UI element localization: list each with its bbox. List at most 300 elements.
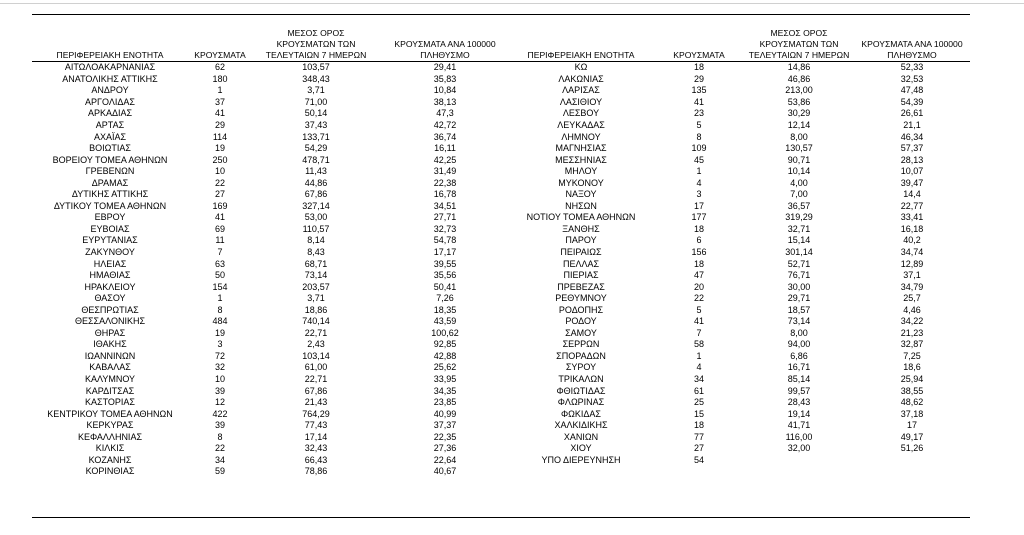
cell-avg7: 103,57 (302, 62, 330, 73)
cell-cases: 109 (691, 143, 707, 154)
cell-avg7: 3,71 (307, 293, 325, 304)
cell-per100k: 38,13 (433, 96, 457, 107)
cell-cases: 8 (217, 431, 223, 442)
table-row (508, 108, 970, 120)
cell-cases: 34 (214, 454, 225, 465)
column-header-region: ΠΕΡΙΦΕΡΕΙΑΚΗ ΕΝΟΤΗΤΑ (508, 15, 654, 62)
cell-per100k: 27,36 (433, 443, 457, 454)
table-row (508, 339, 970, 351)
table-row (508, 397, 970, 409)
cell-region: ΦΘΙΩΤΙΔΑΣ (556, 385, 606, 396)
cell-per100k: 14,4 (903, 189, 921, 200)
cell-avg7 (744, 455, 854, 467)
cell-avg7: 14,86 (787, 62, 811, 73)
table-row (508, 177, 970, 189)
cell-cases: 250 (212, 154, 228, 165)
table-row (508, 420, 970, 432)
cell-per100k (854, 455, 970, 467)
cell-region: ΔΥΤΙΚΗΣ ΑΤΤΙΚΗΣ (71, 189, 149, 200)
table-row (508, 154, 970, 166)
table-row (508, 258, 970, 270)
cell-region: ΘΕΣΣΑΛΟΝΙΚΗΣ (74, 316, 146, 327)
table-row (508, 362, 970, 374)
cell-cases: 25 (693, 397, 704, 408)
cell-avg7: 130,57 (785, 143, 813, 154)
table-row (508, 385, 970, 397)
cell-avg7: 94,00 (787, 339, 811, 350)
cell-per100k: 40,99 (433, 408, 457, 419)
cell-region: ΠΕΛΛΑΣ (562, 258, 600, 269)
cell-cases: 41 (214, 212, 225, 223)
cell-avg7: 73,14 (787, 316, 811, 327)
table-row (32, 339, 510, 351)
cell-per100k: 39,55 (433, 258, 457, 269)
cell-per100k: 34,74 (900, 247, 924, 258)
cell-per100k: 7,26 (436, 293, 454, 304)
cell-region: ΛΕΥΚΑΔΑΣ (557, 120, 605, 130)
cell-region: ΜΗΛΟΥ (564, 166, 598, 177)
cell-region: ΛΑΡΙΣΑΣ (562, 85, 600, 96)
cell-cases: 41 (693, 96, 704, 107)
cell-region: ΖΑΚΥΝΘΟΥ (85, 247, 135, 258)
table-row (508, 224, 970, 236)
cell-cases: 1 (217, 293, 223, 304)
cell-per100k: 21,1 (903, 120, 921, 130)
cell-cases: 27 (214, 189, 225, 200)
cell-avg7: 8,43 (307, 247, 325, 258)
cell-region: ΓΡΕΒΕΝΩΝ (85, 166, 135, 177)
cell-cases: 135 (691, 85, 707, 96)
top-rule (0, 3, 1024, 4)
cell-cases: 11 (215, 235, 225, 246)
cell-cases: 1 (217, 85, 223, 96)
cell-per100k: 25,7 (903, 293, 921, 304)
cell-per100k: 37,18 (900, 408, 924, 419)
cell-region: ΝΑΞΟΥ (565, 189, 597, 200)
table-header-row (32, 15, 510, 62)
cell-cases: 18 (693, 420, 704, 431)
cell-per100k: 37,37 (433, 420, 457, 431)
cell-per100k: 100,62 (431, 327, 459, 338)
table-row (508, 62, 970, 74)
table-row (32, 85, 510, 97)
cell-cases: 10 (214, 166, 225, 177)
cell-per100k: 29,41 (433, 62, 457, 73)
cell-cases: 29 (693, 73, 704, 84)
table-row (508, 97, 970, 109)
table-row (508, 201, 970, 213)
cell-per100k: 38,55 (900, 385, 924, 396)
cell-avg7: 213,00 (785, 85, 813, 96)
cell-per100k: 52,33 (900, 62, 924, 73)
cell-per100k: 54,39 (900, 96, 924, 107)
cell-region: ΣΥΡΟΥ (565, 362, 597, 373)
cell-region: ΚΕΝΤΡΙΚΟΥ ΤΟΜΕΑ ΑΘΗΝΩΝ (47, 408, 173, 419)
column-header-cases: ΚΡΟΥΣΜΑΤΑ (654, 15, 744, 62)
cell-per100k: 27,71 (433, 212, 457, 223)
cell-avg7: 319,29 (785, 212, 813, 223)
cell-region: ΠΙΕΡΙΑΣ (563, 270, 599, 281)
cell-per100k: 34,22 (900, 316, 924, 327)
cell-avg7: 30,29 (787, 108, 811, 119)
cell-region: ΥΠΟ ΔΙΕΡΕΥΝΗΣΗ (541, 454, 621, 465)
cell-avg7: 16,71 (787, 362, 811, 373)
table-row (32, 351, 510, 363)
cell-avg7: 32,71 (787, 223, 811, 234)
table-row (508, 247, 970, 259)
cell-region: ΝΗΣΩΝ (565, 200, 597, 211)
cell-region: ΣΕΡΡΩΝ (562, 339, 600, 350)
table-row (32, 408, 510, 420)
cell-per100k: 32,53 (900, 73, 924, 84)
cell-cases: 77 (693, 431, 704, 442)
table-row (32, 108, 510, 120)
column-header-per100k: ΚΡΟΥΣΜΑΤΑ ΑΝΑ 100000 ΠΛΗΘΥΣΜΟ (854, 15, 970, 62)
table-row (508, 281, 970, 293)
cell-region: ΑΝΑΤΟΛΙΚΗΣ ΑΤΤΙΚΗΣ (62, 73, 158, 84)
column-header-per100k: ΚΡΟΥΣΜΑΤΑ ΑΝΑ 100000 ΠΛΗΘΥΣΜΟ (380, 15, 510, 62)
cell-avg7: 29,71 (787, 293, 811, 304)
cell-per100k: 16,11 (434, 143, 456, 154)
cell-avg7: 53,86 (787, 96, 811, 107)
cell-region: ΑΧΑΪΑΣ (93, 131, 127, 142)
cell-cases: 41 (214, 108, 225, 119)
cell-avg7: 8,00 (790, 327, 808, 338)
cell-per100k: 25,94 (900, 374, 924, 385)
cell-per100k: 22,77 (900, 200, 924, 211)
table-body-right (508, 62, 970, 478)
table-row (32, 397, 510, 409)
cell-region: ΠΑΡΟΥ (565, 235, 597, 246)
cell-cases: 29 (214, 120, 225, 130)
cell-avg7: 22,71 (304, 327, 328, 338)
cell-per100k: 54,78 (433, 235, 457, 246)
cell-per100k: 49,17 (900, 431, 924, 442)
cell-cases: 45 (693, 154, 704, 165)
cell-per100k: 4,46 (903, 304, 921, 315)
cell-avg7: 19,14 (787, 408, 811, 419)
cell-region: ΕΒΡΟΥ (94, 212, 126, 223)
cell-cases: 18 (693, 223, 704, 234)
bottom-rule (32, 517, 970, 518)
cell-per100k: 17,17 (433, 247, 457, 258)
cell-avg7 (744, 466, 854, 478)
cell-region: ΜΑΓΝΗΣΙΑΣ (555, 143, 607, 154)
cell-per100k: 26,61 (900, 108, 924, 119)
column-header-cases: ΚΡΟΥΣΜΑΤΑ (188, 15, 252, 62)
cell-per100k: 51,26 (900, 443, 924, 454)
cases-table-right (508, 15, 970, 478)
cell-region: ΑΡΤΑΣ (95, 120, 125, 130)
cell-avg7: 18,57 (787, 304, 811, 315)
cell-avg7: 8,14 (307, 235, 325, 246)
cell-per100k: 40,67 (433, 466, 457, 477)
cell-avg7: 3,71 (307, 85, 325, 96)
cell-avg7: 15,14 (787, 235, 811, 246)
cell-cases: 63 (214, 258, 225, 269)
cell-avg7: 32,00 (787, 443, 811, 454)
cell-region: ΒΟΙΩΤΙΑΣ (89, 143, 131, 154)
table-row (508, 443, 970, 455)
cell-per100k: 10,07 (900, 166, 924, 177)
cell-avg7: 12,14 (787, 120, 811, 130)
table-body-left (32, 62, 510, 478)
cell-cases: 22 (693, 293, 704, 304)
cell-per100k: 22,38 (433, 177, 457, 188)
table-row (32, 281, 510, 293)
table-row (32, 131, 510, 143)
cell-avg7: 4,00 (790, 177, 808, 188)
table-row (508, 166, 970, 178)
cell-per100k: 34,51 (433, 200, 457, 211)
cell-per100k: 37,1 (903, 270, 921, 281)
cell-region: ΚΩ (574, 62, 588, 73)
cell-avg7: 116,00 (785, 431, 813, 442)
cell-cases: 61 (693, 385, 704, 396)
table-row (32, 143, 510, 155)
table-row (508, 293, 970, 305)
table-row (32, 362, 510, 374)
cell-avg7: 8,00 (790, 131, 808, 142)
cell-avg7: 78,86 (304, 466, 328, 477)
cell-avg7: 76,71 (787, 270, 811, 281)
cell-region: ΚΑΒΑΛΑΣ (89, 362, 131, 373)
cell-avg7: 740,14 (302, 316, 330, 327)
cell-avg7: 478,71 (302, 154, 330, 165)
cell-region: ΗΡΑΚΛΕΙΟΥ (84, 281, 136, 292)
table-row (32, 62, 510, 74)
cell-cases: 1 (696, 166, 702, 177)
table-row (32, 201, 510, 213)
cell-cases: 58 (693, 339, 704, 350)
cell-cases: 422 (212, 408, 228, 419)
cell-avg7: 7,00 (790, 189, 808, 200)
cell-avg7: 52,71 (787, 258, 811, 269)
cell-avg7: 90,71 (787, 154, 811, 165)
table-row (32, 328, 510, 340)
table-row (508, 270, 970, 282)
cell-avg7: 85,14 (787, 374, 811, 385)
cell-avg7: 50,14 (304, 108, 328, 119)
cell-per100k: 18,35 (433, 304, 457, 315)
cell-avg7: 11,43 (305, 166, 327, 177)
cell-region: ΛΑΣΙΘΙΟΥ (559, 96, 603, 107)
cell-cases: 69 (214, 223, 225, 234)
table-row (32, 466, 510, 478)
cell-region: ΑΡΓΟΛΙΔΑΣ (85, 96, 135, 107)
cell-avg7: 99,57 (787, 385, 811, 396)
table-row (32, 189, 510, 201)
table-row (32, 224, 510, 236)
cell-avg7: 32,43 (304, 443, 328, 454)
cell-per100k: 48,62 (900, 397, 924, 408)
cell-cases: 7 (696, 327, 702, 338)
table-row (32, 270, 510, 282)
cell-per100k: 22,35 (433, 431, 457, 442)
table-row (508, 316, 970, 328)
table-row (508, 74, 970, 86)
cell-per100k: 28,13 (900, 154, 924, 165)
cell-avg7: 30,00 (787, 281, 811, 292)
cell-region: ΛΕΣΒΟΥ (562, 108, 600, 119)
table-row (32, 247, 510, 259)
cell-region: ΡΟΔΟΠΗΣ (558, 304, 604, 315)
cell-cases: 177 (691, 212, 707, 223)
cell-per100k: 46,34 (900, 131, 924, 142)
cell-per100k: 35,56 (433, 270, 457, 281)
table-row (32, 258, 510, 270)
cell-region: ΤΡΙΚΑΛΩΝ (558, 374, 604, 385)
cell-cases: 27 (693, 443, 704, 454)
cell-region: ΙΩΑΝΝΙΝΩΝ (84, 350, 136, 361)
table-row (508, 131, 970, 143)
table-row (508, 351, 970, 363)
cell-region: ΦΛΩΡΙΝΑΣ (557, 397, 605, 408)
cell-region: ΠΕΙΡΑΙΩΣ (560, 247, 602, 258)
cell-region: ΚΕΦΑΛΛΗΝΙΑΣ (77, 431, 143, 442)
cell-cases: 5 (696, 120, 702, 130)
cell-cases: 54 (693, 454, 704, 465)
cell-cases: 19 (214, 327, 225, 338)
cell-avg7: 53,00 (304, 212, 328, 223)
cell-avg7: 21,43 (304, 397, 328, 408)
cell-per100k: 40,2 (903, 235, 921, 246)
cell-cases: 156 (691, 247, 707, 258)
cell-avg7: 67,86 (304, 189, 328, 200)
cell-region: ΑΡΚΑΔΙΑΣ (87, 108, 133, 119)
cell-cases: 39 (214, 385, 225, 396)
cell-cases: 18 (693, 258, 704, 269)
cell-cases: 8 (696, 131, 702, 142)
cell-region: ΧΙΟΥ (570, 443, 592, 454)
cell-per100k: 16,78 (433, 189, 457, 200)
cell-cases: 39 (214, 420, 225, 431)
cell-avg7: 46,86 (787, 73, 811, 84)
table-row (32, 154, 510, 166)
cell-avg7: 2,43 (307, 339, 325, 350)
cell-cases: 169 (212, 200, 228, 211)
table-row (508, 85, 970, 97)
table-row (32, 432, 510, 444)
cell-cases: 7 (217, 247, 223, 258)
cell-per100k: 42,25 (433, 154, 457, 165)
cell-cases: 4 (696, 362, 702, 373)
cell-per100k: 16,18 (900, 223, 924, 234)
cell-region: ΚΑΡΔΙΤΣΑΣ (85, 385, 135, 396)
cell-region: ΘΗΡΑΣ (94, 327, 126, 338)
cell-avg7: 36,57 (787, 200, 811, 211)
cell-region: ΚΑΛΥΜΝΟΥ (84, 374, 136, 385)
cell-region: ΝΟΤΙΟΥ ΤΟΜΕΑ ΑΘΗΝΩΝ (526, 212, 636, 223)
table-row (32, 97, 510, 109)
cell-per100k (854, 466, 970, 478)
cell-avg7: 17,14 (304, 431, 328, 442)
cell-avg7: 327,14 (302, 200, 330, 211)
table-row (508, 466, 970, 478)
cell-region: ΗΛΕΙΑΣ (93, 258, 127, 269)
cell-region: ΛΑΚΩΝΙΑΣ (558, 73, 604, 84)
cell-region: ΑΙΤΩΛΟΑΚΑΡΝΑΝΙΑΣ (64, 62, 156, 73)
column-header-avg7: ΜΕΣΟΣ ΟΡΟΣ ΚΡΟΥΣΜΑΤΩΝ ΤΩΝ ΤΕΛΕΥΤΑΙΩΝ 7 ΗΜΕΡΩΝ (252, 15, 380, 62)
cell-avg7: 41,71 (787, 420, 811, 431)
cell-cases (654, 466, 744, 478)
cell-region: ΚΟΖΑΝΗΣ (88, 454, 132, 465)
cell-cases: 72 (214, 350, 225, 361)
cell-per100k: 42,88 (433, 350, 457, 361)
cell-cases: 12 (214, 397, 225, 408)
cell-cases: 15 (693, 408, 704, 419)
cases-table-left (32, 15, 510, 478)
cell-avg7: 68,71 (304, 258, 328, 269)
cell-avg7: 67,86 (304, 385, 328, 396)
cell-avg7: 764,29 (302, 408, 330, 419)
table-row (32, 385, 510, 397)
cell-cases: 154 (212, 281, 228, 292)
cell-avg7: 348,43 (302, 73, 330, 84)
table-row (32, 304, 510, 316)
table-row (508, 374, 970, 386)
cell-avg7: 28,43 (787, 397, 811, 408)
cell-per100k: 33,41 (900, 212, 924, 223)
cell-per100k: 25,62 (433, 362, 457, 373)
cell-cases: 62 (214, 62, 225, 73)
cell-region: ΘΕΣΠΡΩΤΙΑΣ (81, 304, 139, 315)
cell-cases: 50 (214, 270, 225, 281)
table-row (32, 374, 510, 386)
table-row (32, 316, 510, 328)
cell-per100k: 22,64 (433, 454, 457, 465)
cell-avg7: 10,14 (787, 166, 811, 177)
cell-avg7: 66,43 (304, 454, 328, 465)
cell-per100k: 7,25 (903, 350, 921, 361)
cell-per100k: 35,83 (433, 73, 457, 84)
cell-per100k: 47,48 (900, 85, 924, 96)
table-row (32, 74, 510, 86)
cell-cases: 10 (214, 374, 225, 385)
cell-per100k: 39,47 (900, 177, 924, 188)
cell-per100k: 43,59 (433, 316, 457, 327)
cell-per100k: 21,23 (900, 327, 924, 338)
table-row (32, 166, 510, 178)
cell-cases: 22 (214, 177, 225, 188)
cell-region: ΒΟΡΕΙΟΥ ΤΟΜΕΑ ΑΘΗΝΩΝ (52, 154, 168, 165)
cell-per100k: 57,37 (900, 143, 924, 154)
cell-per100k: 34,35 (433, 385, 457, 396)
cell-per100k: 50,41 (433, 281, 457, 292)
cell-per100k: 36,74 (433, 131, 457, 142)
cell-cases: 41 (693, 316, 704, 327)
cell-region: ΚΑΣΤΟΡΙΑΣ (85, 397, 135, 408)
cell-avg7: 22,71 (304, 374, 328, 385)
cell-avg7: 71,00 (304, 96, 328, 107)
cell-region: ΧΑΝΙΩΝ (563, 431, 599, 442)
cell-per100k: 34,79 (900, 281, 924, 292)
cell-cases: 3 (217, 339, 223, 350)
cell-per100k: 42,72 (433, 120, 457, 130)
table-row (508, 432, 970, 444)
table-row (32, 212, 510, 224)
cell-avg7: 6,86 (790, 350, 808, 361)
cell-cases: 18 (693, 62, 704, 73)
cell-avg7: 61,00 (304, 362, 328, 373)
table-row (508, 408, 970, 420)
table-row (508, 304, 970, 316)
cell-per100k: 17 (906, 420, 917, 431)
table-row (508, 235, 970, 247)
cell-cases: 180 (212, 73, 228, 84)
cell-avg7: 54,29 (304, 143, 328, 154)
cell-region: ΕΥΡΥΤΑΝΙΑΣ (82, 235, 138, 246)
